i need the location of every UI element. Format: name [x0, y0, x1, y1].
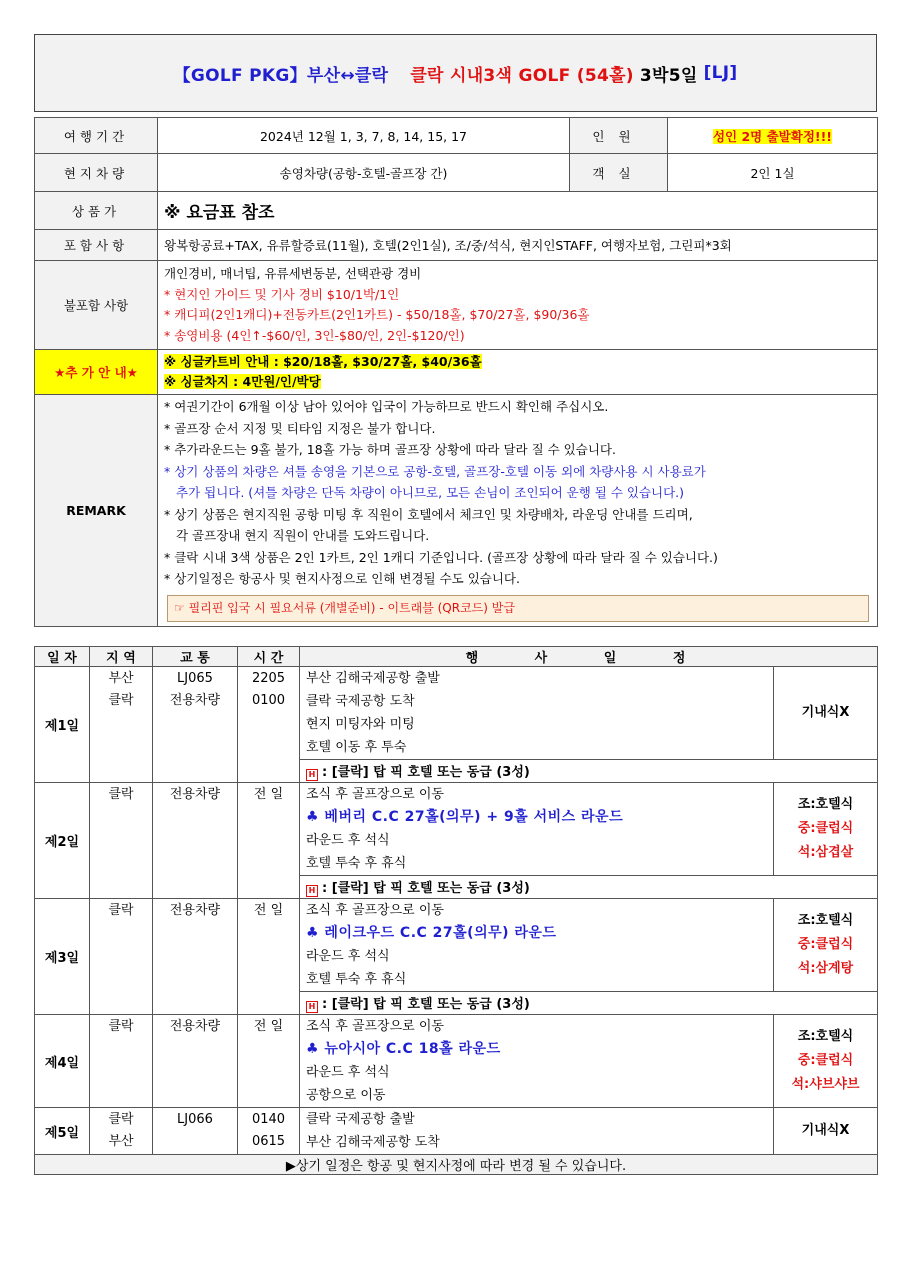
itinerary-item: 조식 후 골프장으로 이동	[306, 903, 444, 918]
exclude-line: * 현지인 가이드 및 기사 경비 $10/1박/1인	[164, 286, 400, 302]
transport: 전용차량	[169, 903, 221, 918]
exclude-label: 불포함 사항	[35, 261, 158, 350]
remark-row	[35, 395, 878, 627]
remark-line: 각 골프장내 현지 직원이 안내를 도와드립니다.	[176, 528, 430, 543]
itinerary-item: 라운드 후 석식	[306, 1065, 390, 1080]
hotel-info: : [클락] 탑 픽 호텔 또는 동급 (3성)	[322, 997, 530, 1012]
hotel-icon: H	[306, 885, 318, 897]
period-label: 여행기간	[35, 118, 158, 154]
itinerary-item: 공항으로 이동	[306, 1088, 386, 1103]
itinerary-item: 라운드 후 석식	[306, 833, 390, 848]
schedule-header	[35, 647, 878, 667]
meal-dinner: 석:삼계탕	[797, 961, 854, 976]
include-value: 왕복항공료+TAX, 유류할증료(11월), 호텔(2인1실), 조/중/석식, 현지인STAFF, 여행자보험, 그린피*3회	[158, 230, 878, 261]
hotel-icon: H	[306, 769, 318, 781]
meal-breakfast: 조:호텔식	[797, 1029, 854, 1044]
remark-line: * 상기일정은 항공사 및 현지사정으로 인해 변경될 수도 있습니다.	[164, 571, 520, 586]
document-title	[34, 34, 877, 112]
flight: LJ065	[177, 671, 213, 686]
region: 클락	[108, 903, 134, 918]
time: 전 일	[253, 903, 284, 918]
day-label: 제3일	[35, 899, 90, 1015]
itinerary-item: 클락 국제공항 도착	[306, 694, 415, 709]
day-3-row	[35, 899, 878, 992]
transport: 전용차량	[169, 693, 221, 708]
price-value: ※ 요금표 참조	[158, 192, 878, 230]
schedule-footer	[35, 1155, 878, 1175]
header-day: 일 자	[35, 647, 90, 667]
schedule-table	[34, 646, 878, 1175]
itinerary-item: 조식 후 골프장으로 이동	[306, 1019, 444, 1034]
remark-line: * 추가라운드는 9홀 불가, 18홀 가능 하며 골프장 상황에 따라 달라 질 수 있습니다.	[164, 442, 616, 457]
header-transport: 교 통	[153, 647, 238, 667]
day-5-row	[35, 1108, 878, 1155]
footer-note: ▶상기 일정은 항공 및 현지사정에 따라 변경 될 수 있습니다.	[35, 1155, 878, 1175]
hotel-icon: H	[306, 1001, 318, 1013]
meal-breakfast: 조:호텔식	[797, 797, 854, 812]
itinerary-item: 부산 김해국제공항 도착	[306, 1135, 440, 1150]
room-label: 객실	[570, 154, 668, 192]
title-airline: [LJ]	[703, 63, 738, 83]
itinerary-item: 클락 국제공항 출발	[306, 1112, 415, 1127]
info-table	[34, 117, 878, 627]
price-label: 상품가	[35, 192, 158, 230]
day-label: 제4일	[35, 1015, 90, 1108]
region: 클락	[108, 787, 134, 802]
vehicle-label: 현지차량	[35, 154, 158, 192]
itinerary-item: 현지 미팅자와 미팅	[306, 717, 415, 732]
meal: 기내식X	[774, 667, 878, 760]
flight: LJ066	[177, 1112, 213, 1127]
time: 전 일	[253, 1019, 284, 1034]
remark-label: REMARK	[35, 395, 158, 627]
itinerary-item: 부산 김해국제공항 출발	[306, 671, 440, 686]
time: 전 일	[253, 787, 284, 802]
time: 0100	[251, 693, 286, 708]
meal: 기내식X	[774, 1108, 878, 1155]
pax-label: 인원	[570, 118, 668, 154]
meal-lunch: 중:클럽식	[797, 821, 854, 836]
hotel-info: : [클락] 탑 픽 호텔 또는 동급 (3성)	[322, 881, 530, 896]
region: 클락	[108, 693, 134, 708]
header-itinerary: 행 사 일 정	[300, 647, 878, 667]
day-4-row	[35, 1015, 878, 1108]
title-package: 【GOLF PKG】부산↔클락	[173, 65, 389, 86]
title-duration: 3박5일	[639, 65, 698, 86]
single-cart-fee: ※ 싱글카트비 안내 : $20/18홀, $30/27홀, $40/36홀	[164, 354, 482, 369]
region: 부산	[108, 671, 134, 686]
header-region: 지 역	[90, 647, 153, 667]
vehicle-value: 송영차량(공항-호텔-골프장 간)	[158, 154, 570, 192]
meal-lunch: 중:클럽식	[797, 1053, 854, 1068]
itinerary-item: 호텔 투숙 후 휴식	[306, 972, 407, 987]
price-row	[35, 192, 878, 230]
transport: 전용차량	[169, 787, 221, 802]
meal-dinner: 석:삼겹살	[797, 845, 854, 860]
remark-line: * 클락 시내 3색 상품은 2인 1카트, 2인 1캐디 기준입니다. (골프장 상황에 따라 달라 질 수 있습니다.)	[164, 549, 718, 565]
exclude-line: * 송영비용 (4인↑-$60/인, 3인-$80/인, 2인-$120/인)	[164, 327, 465, 343]
transport: 전용차량	[169, 1019, 221, 1034]
title-golf: 클락 시내3색 GOLF (54홀)	[410, 65, 634, 86]
day-label: 제1일	[35, 667, 90, 783]
itinerary-item: 조식 후 골프장으로 이동	[306, 787, 444, 802]
room-value: 2인 1실	[668, 154, 878, 192]
day-label: 제5일	[35, 1108, 90, 1155]
golf-course: ♣ 레이크우드 C.C 27홀(의무) 라운드	[306, 925, 557, 941]
extra-label: ★추 가 안 내★	[35, 350, 158, 395]
entry-document-notice: ☞ 필리핀 입국 시 필요서류 (개별준비) - 이트래블 (QR코드) 발급	[167, 595, 869, 623]
day-1-row	[35, 667, 878, 760]
time: 2205	[251, 671, 286, 686]
period-row	[35, 118, 878, 154]
exclude-row	[35, 261, 878, 350]
remark-line: * 골프장 순서 지정 및 티타임 지정은 불가 합니다.	[164, 420, 436, 436]
remark-line: * 상기 상품은 현지직원 공항 미팅 후 직원이 호텔에서 체크인 및 차량배차, 라운딩 안내를 드리며,	[164, 506, 693, 522]
extra-row	[35, 350, 878, 395]
remark-line: * 여권기간이 6개월 이상 남아 있어야 입국이 가능하므로 반드시 확인해 주십시오.	[164, 399, 609, 414]
remark-line: 추가 됩니다. (셔틀 차량은 단독 차량이 아니므로, 모든 손님이 조인되어 운행 될 수 있습니다.)	[176, 485, 685, 500]
time: 0615	[251, 1134, 286, 1149]
region: 클락	[108, 1019, 134, 1034]
meal-lunch: 중:클럽식	[797, 937, 854, 952]
golf-course: ♣ 뉴아시아 C.C 18홀 라운드	[306, 1041, 501, 1057]
meal-breakfast: 조:호텔식	[797, 913, 854, 928]
day-label: 제2일	[35, 783, 90, 899]
single-charge: ※ 싱글차지 : 4만원/인/박당	[164, 374, 321, 389]
itinerary-item: 라운드 후 석식	[306, 949, 390, 964]
exclude-line: 개인경비, 매너팁, 유류세변동분, 선택관광 경비	[164, 266, 422, 281]
itinerary-item: 호텔 이동 후 투숙	[306, 740, 407, 755]
region: 부산	[108, 1134, 134, 1149]
hotel-info: : [클락] 탑 픽 호텔 또는 동급 (3성)	[322, 765, 530, 780]
pax-value: 성인 2명 출발확정!!!	[712, 128, 833, 144]
period-value: 2024년 12월 1, 3, 7, 8, 14, 15, 17	[158, 118, 570, 154]
remark-line: * 상기 상품의 차량은 셔틀 송영을 기본으로 공항-호텔, 골프장-호텔 이동 외에 차량사용 시 사용료가	[164, 463, 706, 479]
golf-course: ♣ 베버리 C.C 27홀(의무) + 9홀 서비스 라운드	[306, 809, 624, 825]
vehicle-row	[35, 154, 878, 192]
exclude-line: * 캐디피(2인1캐디)+전동카트(2인1카트) - $50/18홀, $70/27홀, $90/36홀	[164, 307, 590, 322]
header-time: 시 간	[238, 647, 300, 667]
include-row	[35, 230, 878, 261]
meal-dinner: 석:샤브샤브	[791, 1077, 860, 1092]
day-2-row	[35, 783, 878, 876]
itinerary-item: 호텔 투숙 후 휴식	[306, 856, 407, 871]
time: 0140	[251, 1112, 286, 1127]
include-label: 포함사항	[35, 230, 158, 261]
region: 클락	[108, 1112, 134, 1127]
